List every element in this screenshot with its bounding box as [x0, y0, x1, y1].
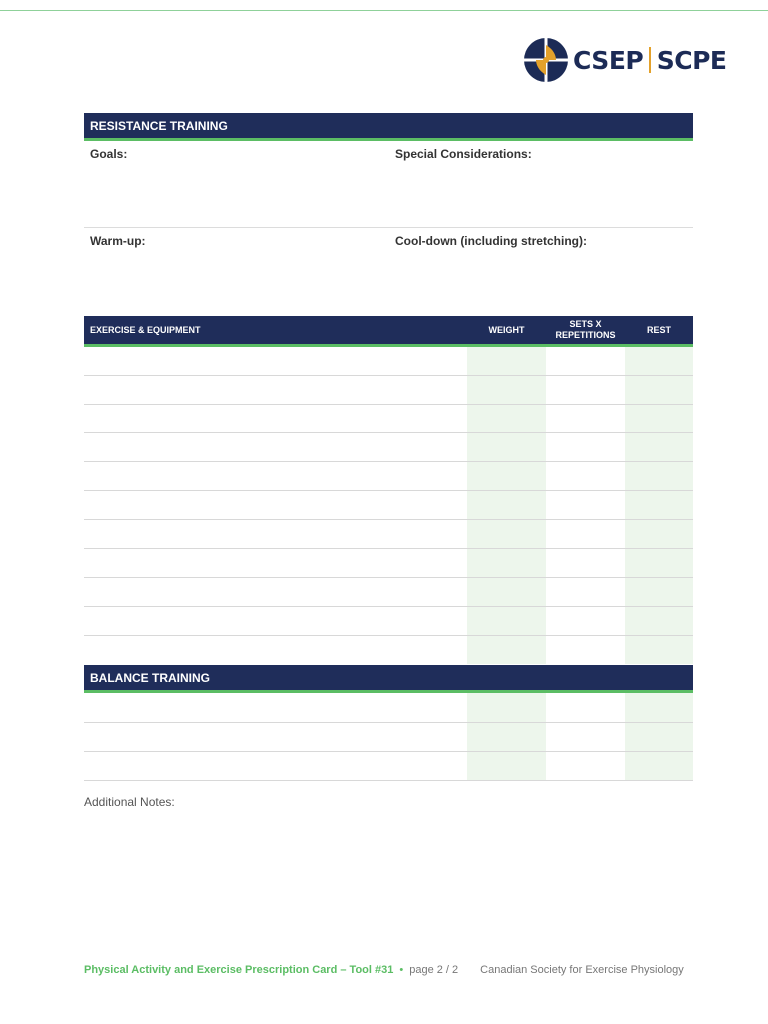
footer-bullet: • [399, 964, 404, 976]
table-row[interactable] [84, 635, 693, 636]
balance-weight-shade [467, 693, 546, 780]
table-row[interactable] [84, 606, 693, 607]
resistance-training-header: RESISTANCE TRAINING [84, 113, 693, 141]
top-rule [0, 10, 768, 11]
table-row[interactable] [84, 490, 693, 491]
table-row[interactable] [84, 432, 693, 433]
table-row[interactable] [84, 461, 693, 462]
footer-page-number: page 2 / 2 [409, 964, 459, 976]
table-row[interactable] [84, 404, 693, 405]
table-row[interactable] [84, 519, 693, 520]
logo-csep: CSEP [573, 45, 644, 75]
warmup-label: Warm-up: [90, 234, 146, 248]
cooldown-label: Cool-down (including stretching): [395, 234, 587, 248]
balance-rest-shade [625, 693, 693, 780]
logo-wordmark [573, 46, 726, 75]
table-row[interactable] [84, 548, 693, 549]
goals-label: Goals: [90, 147, 128, 161]
weight-column-shade [467, 347, 546, 664]
logo-separator [649, 47, 651, 73]
footer-organization: Canadian Society for Exercise Physiology [480, 964, 684, 976]
special-considerations-label: Special Considerations: [395, 147, 532, 161]
balance-row[interactable] [84, 780, 693, 781]
table-row[interactable] [84, 577, 693, 578]
footer [84, 964, 684, 976]
col-exercise-equipment: EXERCISE & EQUIPMENT [90, 325, 201, 335]
col-sets-line2: REPETITIONS [555, 330, 616, 340]
balance-training-header: BALANCE TRAINING [84, 665, 693, 693]
exercise-table-header [84, 316, 693, 347]
balance-row[interactable] [84, 722, 693, 723]
balance-row[interactable] [84, 751, 693, 752]
col-sets-line1: SETS X [569, 319, 602, 329]
col-weight: WEIGHT [488, 324, 525, 335]
goals-divider [84, 227, 693, 228]
additional-notes-label: Additional Notes: [84, 795, 175, 809]
csep-emblem-icon [523, 37, 569, 83]
table-row[interactable] [84, 375, 693, 376]
col-sets-reps [546, 316, 625, 344]
logo-scpe: SCPE [656, 45, 727, 75]
footer-title: Physical Activity and Exercise Prescription Card – Tool #31 [84, 964, 394, 976]
rest-column-shade [625, 347, 693, 664]
col-rest: REST [646, 324, 671, 335]
csep-logo [523, 36, 726, 84]
